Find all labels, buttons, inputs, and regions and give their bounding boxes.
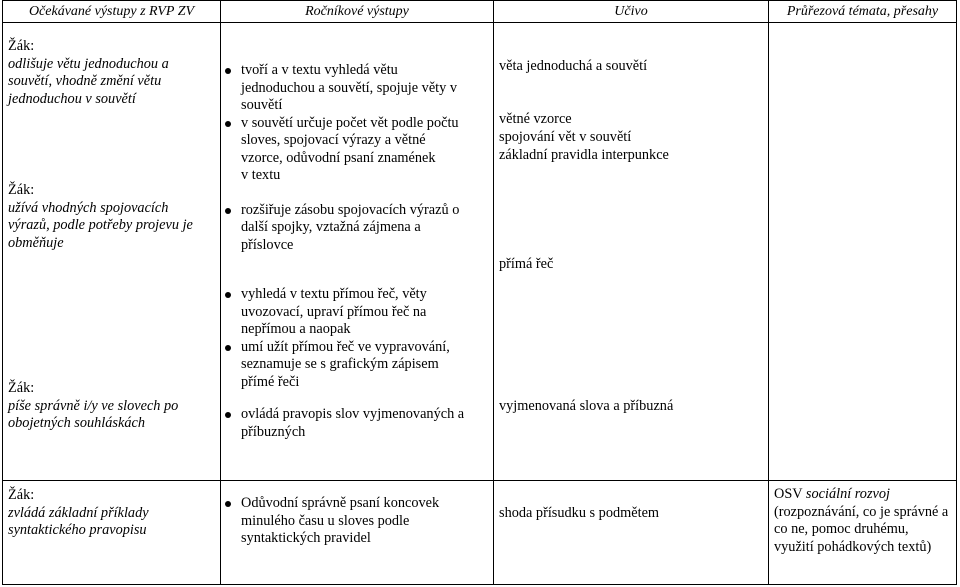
curriculum-item: spojování vět v souvětí — [499, 129, 632, 145]
cross-topic-text-line: využití pohádkových textů) — [774, 538, 932, 555]
list-item-line: v textu — [241, 167, 281, 183]
bullet-icon — [225, 121, 231, 127]
curriculum-item: shoda přísudku s podmětem — [499, 505, 660, 521]
list-item-line: minulého času u sloves podle — [241, 512, 410, 529]
outcome-block-4 — [8, 487, 218, 540]
outcome-text-line: zvládá základní příklady — [8, 504, 149, 521]
outcome-text-line: souvětí, vhodně změní větu — [8, 73, 162, 89]
list-item-line: Odůvodní správně psaní koncovek — [241, 495, 440, 511]
outcome-label: Žák: — [8, 487, 35, 503]
list-item — [225, 115, 491, 185]
curriculum-item: základní pravidla interpunkce — [499, 147, 669, 163]
header-grade-outcomes: Ročníkové výstupy — [305, 4, 409, 19]
column-border-right — [956, 0, 957, 585]
cross-topic-prefix: OSV — [774, 486, 803, 502]
list-item-line: umí užít přímou řeč ve vypravování, — [241, 338, 450, 355]
list-item-line: tvoří a v textu vyhledá větu — [241, 62, 398, 78]
curriculum-item: vyjmenovaná slova a příbuzná — [499, 398, 674, 414]
cross-topic-heading — [774, 486, 954, 504]
list-item-line: syntaktických pravidel — [241, 530, 371, 546]
list-gap — [225, 391, 491, 406]
outcome-text-line: užívá vhodných spojovacích — [8, 199, 169, 216]
curriculum-item: přímá řeč — [499, 256, 554, 272]
header-curriculum: Učivo — [614, 4, 648, 19]
curriculum-table — [2, 0, 957, 585]
list-item-line: přímé řeči — [241, 373, 300, 390]
list-item-line: sloves, spojovací výrazy a větné — [241, 132, 426, 148]
outcome-block-1 — [8, 38, 218, 108]
list-item-line: ovládá pravopis slov vyjmenovaných a — [241, 406, 465, 422]
list-item-line: seznamuje se s grafickým zápisem — [241, 356, 439, 372]
outcome-text-line: syntaktického pravopisu — [8, 522, 147, 538]
list-item — [225, 286, 491, 339]
outcome-text-line: jednoduchou v souvětí — [8, 90, 136, 107]
list-item-line: další spojky, vztažná zájmena a — [241, 219, 421, 235]
list-item-line: příslovce — [241, 236, 294, 253]
list-gap — [225, 185, 491, 202]
list-item — [225, 339, 491, 392]
column-divider-1 — [220, 0, 221, 585]
outcome-text-line: obojetných souhláskách — [8, 415, 145, 431]
bullet-icon — [225, 292, 231, 298]
list-item — [225, 495, 491, 548]
bullet-icon — [225, 68, 231, 74]
list-item-line: uvozovací, upraví přímou řeč na — [241, 303, 427, 320]
header-cross-topics: Průřezová témata, přesahy — [786, 4, 939, 19]
list-item — [225, 202, 491, 255]
column-border-left — [2, 0, 3, 585]
outcome-text-line: výrazů, podle potřeby projevu je — [8, 217, 193, 233]
header-divider — [2, 22, 957, 23]
list-item-line: v souvětí určuje počet vět podle počtu — [241, 114, 459, 131]
cross-topic-title: sociální rozvoj — [805, 486, 890, 502]
outcome-block-2 — [8, 182, 218, 252]
curriculum-item: věta jednoduchá a souvětí — [499, 58, 648, 74]
outcome-text-line: píše správně i/y ve slovech po — [8, 397, 179, 414]
bullet-icon — [225, 412, 231, 418]
list-item-line: souvětí — [241, 97, 283, 113]
list-item-line: rozšiřuje zásobu spojovacích výrazů o — [241, 201, 460, 218]
list-item-line: vzorce, odůvodní psaní znamének — [241, 149, 436, 166]
column-divider-2 — [493, 0, 494, 585]
bullet-icon — [225, 501, 231, 507]
grade-outcomes-list-2 — [225, 495, 491, 548]
header-expected-outcomes: Očekávané výstupy z RVP ZV — [28, 4, 195, 19]
list-item-line: jednoduchou a souvětí, spojuje věty v — [241, 79, 458, 96]
cross-topic-block — [774, 486, 954, 556]
list-gap — [225, 254, 491, 286]
list-item-line: nepřímou a naopak — [241, 321, 351, 337]
cross-topic-text-line: (rozpoznávání, co je správné a — [774, 503, 949, 520]
list-item — [225, 406, 491, 441]
table-border-top — [2, 0, 957, 1]
row-divider — [2, 480, 957, 481]
bullet-icon — [225, 208, 231, 214]
list-item-line: příbuzných — [241, 423, 306, 440]
outcome-text-line: odlišuje větu jednoduchou a — [8, 55, 169, 72]
column-divider-3 — [768, 0, 769, 585]
grade-outcomes-list — [225, 62, 491, 441]
cross-topic-text-line: co ne, pomoc druhému, — [774, 521, 909, 537]
outcome-label: Žák: — [8, 182, 35, 198]
outcome-text-line: obměňuje — [8, 234, 64, 251]
outcome-label: Žák: — [8, 380, 35, 396]
curriculum-item: větné vzorce — [499, 111, 572, 127]
list-item — [225, 62, 491, 115]
outcome-block-3 — [8, 380, 218, 433]
bullet-icon — [225, 345, 231, 351]
table-border-bottom — [2, 584, 957, 585]
list-item-line: vyhledá v textu přímou řeč, věty — [241, 286, 427, 302]
outcome-label: Žák: — [8, 38, 35, 54]
